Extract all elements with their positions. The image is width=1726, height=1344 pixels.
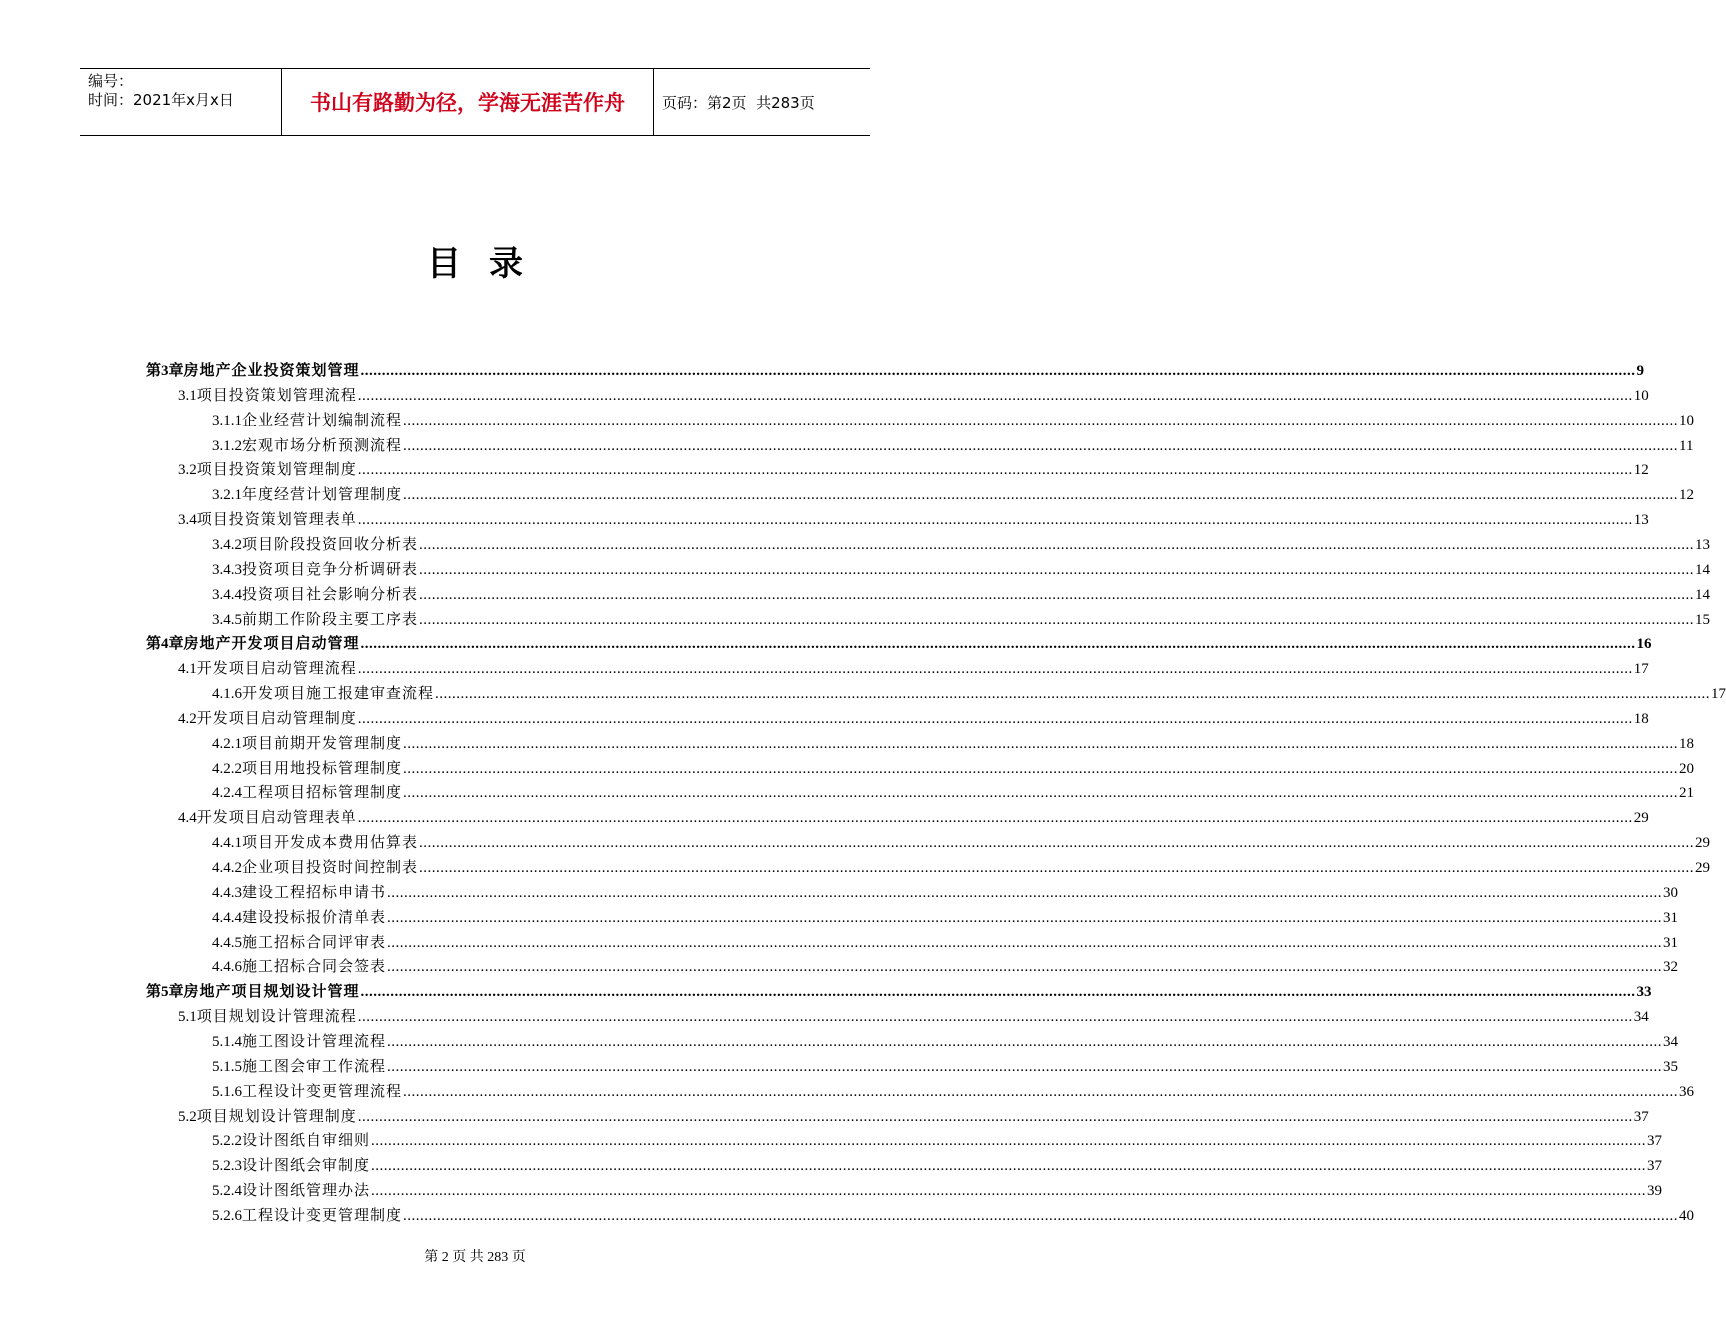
toc-leader-dots: ............................................................................................................................................................................................................................................................................................................ [371, 1133, 1647, 1150]
toc-entry[interactable] [212, 829, 1711, 853]
toc-leader-dots: ............................................................................................................................................................................................................................................................................................................ [419, 611, 1695, 628]
toc-leader-dots: ............................................................................................................................................................................................................................................................................................................ [419, 536, 1695, 553]
toc-entry[interactable] [212, 1202, 1695, 1226]
toc-entry-title: 年度经营计划管理制度 [242, 487, 403, 504]
toc-entry-title: 施工图设计管理流程 [242, 1033, 387, 1050]
toc-entry-title: 项目规划设计管理流程 [196, 1009, 357, 1026]
toc-entry-page: 33 [1636, 984, 1652, 1001]
toc-entry[interactable] [178, 705, 1649, 729]
toc-entry-page: 29 [1695, 835, 1711, 852]
toc-entry-number: 3.4.2 [212, 536, 242, 553]
toc-leader-dots: ............................................................................................................................................................................................................................................................................................................ [435, 686, 1711, 703]
toc-entry-title: 施工招标合同评审表 [242, 934, 387, 951]
toc-leader-dots: ............................................................................................................................................................................................................................................................................................................ [357, 512, 1633, 529]
toc-entry[interactable] [212, 680, 1726, 704]
toc-entry[interactable] [178, 382, 1649, 406]
header-time-label: 时间：2021年x月x日 [88, 91, 234, 109]
toc-entry-number: 5.1.4 [212, 1033, 242, 1050]
toc-entry-page: 29 [1695, 860, 1711, 876]
toc-leader-dots: ............................................................................................................................................................................................................................................................................................................ [403, 785, 1679, 802]
toc-entry[interactable] [212, 929, 1679, 953]
toc-entry[interactable] [146, 630, 1652, 654]
toc-entry-page: 39 [1647, 1183, 1663, 1200]
toc-entry-page: 10 [1633, 387, 1649, 404]
toc-entry-page: 17 [1711, 686, 1726, 703]
toc-entry[interactable] [212, 953, 1679, 977]
toc-entry-page: 14 [1695, 561, 1711, 578]
toc-entry-number: 第3章 [146, 363, 184, 379]
toc-entry[interactable] [178, 506, 1649, 530]
toc-entry-page: 10 [1679, 412, 1695, 429]
toc-entry-title: 工程设计变更管理流程 [242, 1083, 403, 1100]
toc-entry-number: 4.4.1 [212, 835, 242, 852]
toc-entry-page: 15 [1695, 611, 1711, 628]
toc-entry-number: 3.2 [178, 462, 197, 479]
toc-entry-title: 项目投资策划管理表单 [196, 512, 357, 529]
header-number-label: 编号： [88, 72, 134, 90]
header-page-info-cell [654, 69, 870, 135]
toc-leader-dots: ............................................................................................................................................................................................................................................................................................................ [419, 561, 1695, 578]
toc-leader-dots: ............................................................................................................................................................................................................................................................................................................ [419, 586, 1695, 603]
toc-entry-number: 3.2.1 [212, 487, 242, 504]
toc-entry-number: 3.4 [178, 512, 197, 529]
toc-leader-dots: ............................................................................................................................................................................................................................................................................................................ [357, 1108, 1633, 1125]
toc-entry-number: 第4章 [146, 636, 184, 653]
toc-entry-number: 4.2.2 [212, 760, 242, 777]
toc-entry[interactable] [146, 978, 1652, 1002]
toc-entry-number: 5.2 [178, 1108, 197, 1125]
toc-leader-dots: ............................................................................................................................................................................................................................................................................................................ [419, 860, 1695, 876]
toc-entry[interactable] [212, 730, 1695, 754]
toc-entry-page: 12 [1679, 487, 1695, 504]
toc-entry-title: 开发项目启动管理表单 [196, 810, 357, 827]
toc-leader-dots: ............................................................................................................................................................................................................................................................................................................ [403, 1207, 1679, 1224]
toc-entry-number: 4.4 [178, 810, 197, 827]
toc-entry-title: 投资项目社会影响分析表 [242, 586, 419, 603]
toc-entry-title: 建设投标报价清单表 [242, 909, 387, 926]
toc-leader-dots: ............................................................................................................................................................................................................................................................................................................ [360, 984, 1636, 1001]
toc-entry-title: 工程设计变更管理制度 [242, 1207, 403, 1224]
toc-entry-title: 项目开发成本费用估算表 [242, 835, 419, 852]
toc-entry-number: 4.4.3 [212, 884, 242, 901]
toc-entry[interactable] [212, 879, 1679, 903]
toc-entry-number: 4.4.2 [212, 860, 242, 876]
toc-leader-dots: ............................................................................................................................................................................................................................................................................................................ [357, 810, 1633, 827]
toc-entry[interactable] [212, 1127, 1663, 1151]
toc-entry-title: 开发项目启动管理流程 [196, 661, 357, 678]
toc-leader-dots: ............................................................................................................................................................................................................................................................................................................ [403, 760, 1679, 777]
toc-entry-page: 18 [1633, 710, 1649, 727]
toc-entry[interactable] [212, 854, 1711, 878]
toc-entry-page: 20 [1679, 760, 1695, 777]
toc-entry-number: 5.1 [178, 1009, 197, 1026]
toc-entry-page: 31 [1663, 934, 1679, 951]
toc-entry[interactable] [178, 1003, 1649, 1027]
toc-entry-title: 房地产开发项目启动管理 [183, 636, 360, 653]
toc-leader-dots: ............................................................................................................................................................................................................................................................................................................ [357, 710, 1633, 727]
toc-entry-number: 第5章 [146, 984, 184, 1001]
toc-leader-dots: ............................................................................................................................................................................................................................................................................................................ [357, 387, 1633, 404]
toc-entry[interactable] [212, 779, 1695, 803]
toc-entry-title: 宏观市场分析预测流程 [242, 437, 403, 454]
toc-leader-dots: ............................................................................................................................................................................................................................................................................................................ [403, 1083, 1679, 1100]
toc-entry-title: 房地产企业投资策划管理 [183, 363, 360, 379]
toc-entry-title: 设计图纸自审细则 [242, 1133, 371, 1150]
toc-entry-title: 建设工程招标申请书 [242, 884, 387, 901]
toc-leader-dots: ............................................................................................................................................................................................................................................................................................................ [387, 884, 1663, 901]
toc-leader-dots: ............................................................................................................................................................................................................................................................................................................ [371, 1183, 1647, 1200]
toc-entry-page: 35 [1663, 1058, 1679, 1075]
page-header [80, 68, 870, 136]
toc-entry[interactable] [212, 1152, 1663, 1176]
toc-leader-dots: ............................................................................................................................................................................................................................................................................................................ [371, 1158, 1647, 1175]
toc-leader-dots: ............................................................................................................................................................................................................................................................................................................ [357, 462, 1633, 479]
toc-entry[interactable] [212, 1053, 1679, 1077]
toc-entry[interactable] [146, 357, 1645, 381]
page-footer [0, 1246, 950, 1266]
toc-entry-page: 34 [1633, 1009, 1649, 1026]
toc-entry-page: 13 [1633, 512, 1649, 529]
toc-entry-number: 4.4.4 [212, 909, 242, 926]
toc-entry-page: 9 [1636, 363, 1645, 379]
toc-leader-dots: ............................................................................................................................................................................................................................................................................................................ [360, 363, 1636, 379]
toc-entry-number: 4.4.6 [212, 959, 242, 976]
toc-leader-dots: ............................................................................................................................................................................................................................................................................................................ [357, 661, 1633, 678]
toc-leader-dots: ............................................................................................................................................................................................................................................................................................................ [387, 1033, 1663, 1050]
toc-entry[interactable] [178, 456, 1649, 480]
toc-entry-title: 开发项目启动管理制度 [196, 710, 357, 727]
toc-entry-page: 12 [1633, 462, 1649, 479]
toc-entry-number: 3.1.1 [212, 412, 242, 429]
toc-entry-number: 4.1.6 [212, 686, 242, 703]
toc-entry[interactable] [212, 556, 1711, 580]
toc-leader-dots: ............................................................................................................................................................................................................................................................................................................ [403, 437, 1679, 454]
toc-leader-dots: ............................................................................................................................................................................................................................................................................................................ [387, 934, 1663, 951]
toc-entry-number: 5.2.6 [212, 1207, 242, 1224]
toc-entry-title: 项目投资策划管理制度 [196, 462, 357, 479]
toc-entry-title: 施工招标合同会签表 [242, 959, 387, 976]
toc-entry-title: 施工图会审工作流程 [242, 1058, 387, 1075]
toc-entry-page: 34 [1663, 1033, 1679, 1050]
toc-leader-dots: ............................................................................................................................................................................................................................................................................................................ [360, 636, 1636, 653]
toc-entry-page: 31 [1663, 909, 1679, 926]
toc-entry-number: 4.2 [178, 710, 197, 727]
toc-entry[interactable] [178, 655, 1649, 679]
toc-entry-page: 32 [1663, 959, 1679, 976]
toc-entry-title: 项目规划设计管理制度 [196, 1108, 357, 1125]
toc-entry-number: 4.2.4 [212, 785, 242, 802]
footer-page-number: 第 2 页 共 283 页 [424, 1250, 526, 1265]
toc-entry-number: 3.4.5 [212, 611, 242, 628]
toc-entry-number: 5.2.3 [212, 1158, 242, 1175]
toc-entry[interactable] [212, 755, 1695, 779]
toc-entry-title: 工程项目招标管理制度 [242, 785, 403, 802]
toc-entry-page: 37 [1633, 1108, 1649, 1125]
toc-entry-number: 5.1.6 [212, 1083, 242, 1100]
toc-entry-title: 项目阶段投资回收分析表 [242, 536, 419, 553]
header-motto: 书山有路勤为径，学海无涯苦作舟 [282, 69, 654, 135]
header-meta [80, 69, 282, 135]
toc-entry-title: 开发项目施工报建审查流程 [242, 686, 435, 703]
toc-entry-title: 设计图纸管理办法 [242, 1183, 371, 1200]
toc-entry-number: 4.2.1 [212, 735, 242, 752]
toc-entry-number: 3.1 [178, 387, 197, 404]
toc-leader-dots: ............................................................................................................................................................................................................................................................................................................ [357, 1009, 1633, 1026]
toc-entry[interactable] [212, 531, 1711, 555]
toc-entry[interactable] [212, 904, 1679, 928]
toc-leader-dots: ............................................................................................................................................................................................................................................................................................................ [403, 487, 1679, 504]
toc-entry-number: 5.2.2 [212, 1133, 242, 1150]
toc-entry[interactable] [178, 804, 1649, 828]
toc-entry[interactable] [212, 581, 1711, 605]
toc-entry-number: 3.4.3 [212, 561, 242, 578]
toc-entry-page: 21 [1679, 785, 1695, 802]
toc-entry-title: 设计图纸会审制度 [242, 1158, 371, 1175]
toc-entry-title: 投资项目竞争分析调研表 [242, 561, 419, 578]
toc-entry-title: 前期工作阶段主要工序表 [242, 611, 419, 628]
toc-entry[interactable] [212, 432, 1694, 456]
toc-leader-dots: ............................................................................................................................................................................................................................................................................................................ [387, 1058, 1663, 1075]
toc-entry-title: 房地产项目规划设计管理 [183, 984, 360, 1001]
toc-entry[interactable] [212, 1028, 1679, 1052]
toc-entry-page: 17 [1633, 661, 1649, 678]
toc-leader-dots: ............................................................................................................................................................................................................................................................................................................ [387, 959, 1663, 976]
toc-entry-page: 40 [1679, 1207, 1695, 1224]
toc-entry-page: 13 [1695, 536, 1711, 553]
page-title: 目录 [427, 244, 551, 284]
toc-entry[interactable] [212, 1078, 1695, 1102]
toc-leader-dots: ............................................................................................................................................................................................................................................................................................................ [403, 735, 1679, 752]
toc-entry-number: 5.2.4 [212, 1183, 242, 1200]
toc-entry[interactable] [212, 481, 1695, 505]
toc-entry-page: 18 [1679, 735, 1695, 752]
toc-entry-number: 5.1.5 [212, 1058, 242, 1075]
toc-entry-number: 4.1 [178, 661, 197, 678]
toc-leader-dots: ............................................................................................................................................................................................................................................................................................................ [387, 909, 1663, 926]
toc-entry-page: 16 [1636, 636, 1652, 653]
toc-entry-number: 3.1.2 [212, 437, 242, 454]
toc-entry-title: 项目用地投标管理制度 [242, 760, 403, 777]
header-page-info: 页码：第2页 共283页 [662, 93, 815, 112]
toc-entry-page: 14 [1695, 586, 1711, 603]
toc-entry-page: 30 [1663, 884, 1679, 901]
toc-entry-page: 37 [1647, 1133, 1663, 1150]
toc-entry[interactable] [212, 606, 1711, 630]
toc-entry-title: 企业项目投资时间控制表 [242, 860, 419, 876]
toc-entry-page: 36 [1679, 1083, 1695, 1100]
toc-entry-title: 项目前期开发管理制度 [242, 735, 403, 752]
toc-entry[interactable] [212, 1177, 1663, 1201]
toc-entry-page: 37 [1647, 1158, 1663, 1175]
toc-entry[interactable] [212, 407, 1695, 431]
toc-entry-page: 11 [1679, 437, 1694, 454]
toc-entry-number: 4.4.5 [212, 934, 242, 951]
toc-entry-title: 企业经营计划编制流程 [242, 412, 403, 429]
toc-entry-page: 29 [1633, 810, 1649, 827]
toc-leader-dots: ............................................................................................................................................................................................................................................................................................................ [419, 835, 1695, 852]
toc-leader-dots: ............................................................................................................................................................................................................................................................................................................ [403, 412, 1679, 429]
toc-entry-title: 项目投资策划管理流程 [196, 387, 357, 404]
toc-entry-number: 3.4.4 [212, 586, 242, 603]
toc-entry[interactable] [178, 1103, 1649, 1127]
